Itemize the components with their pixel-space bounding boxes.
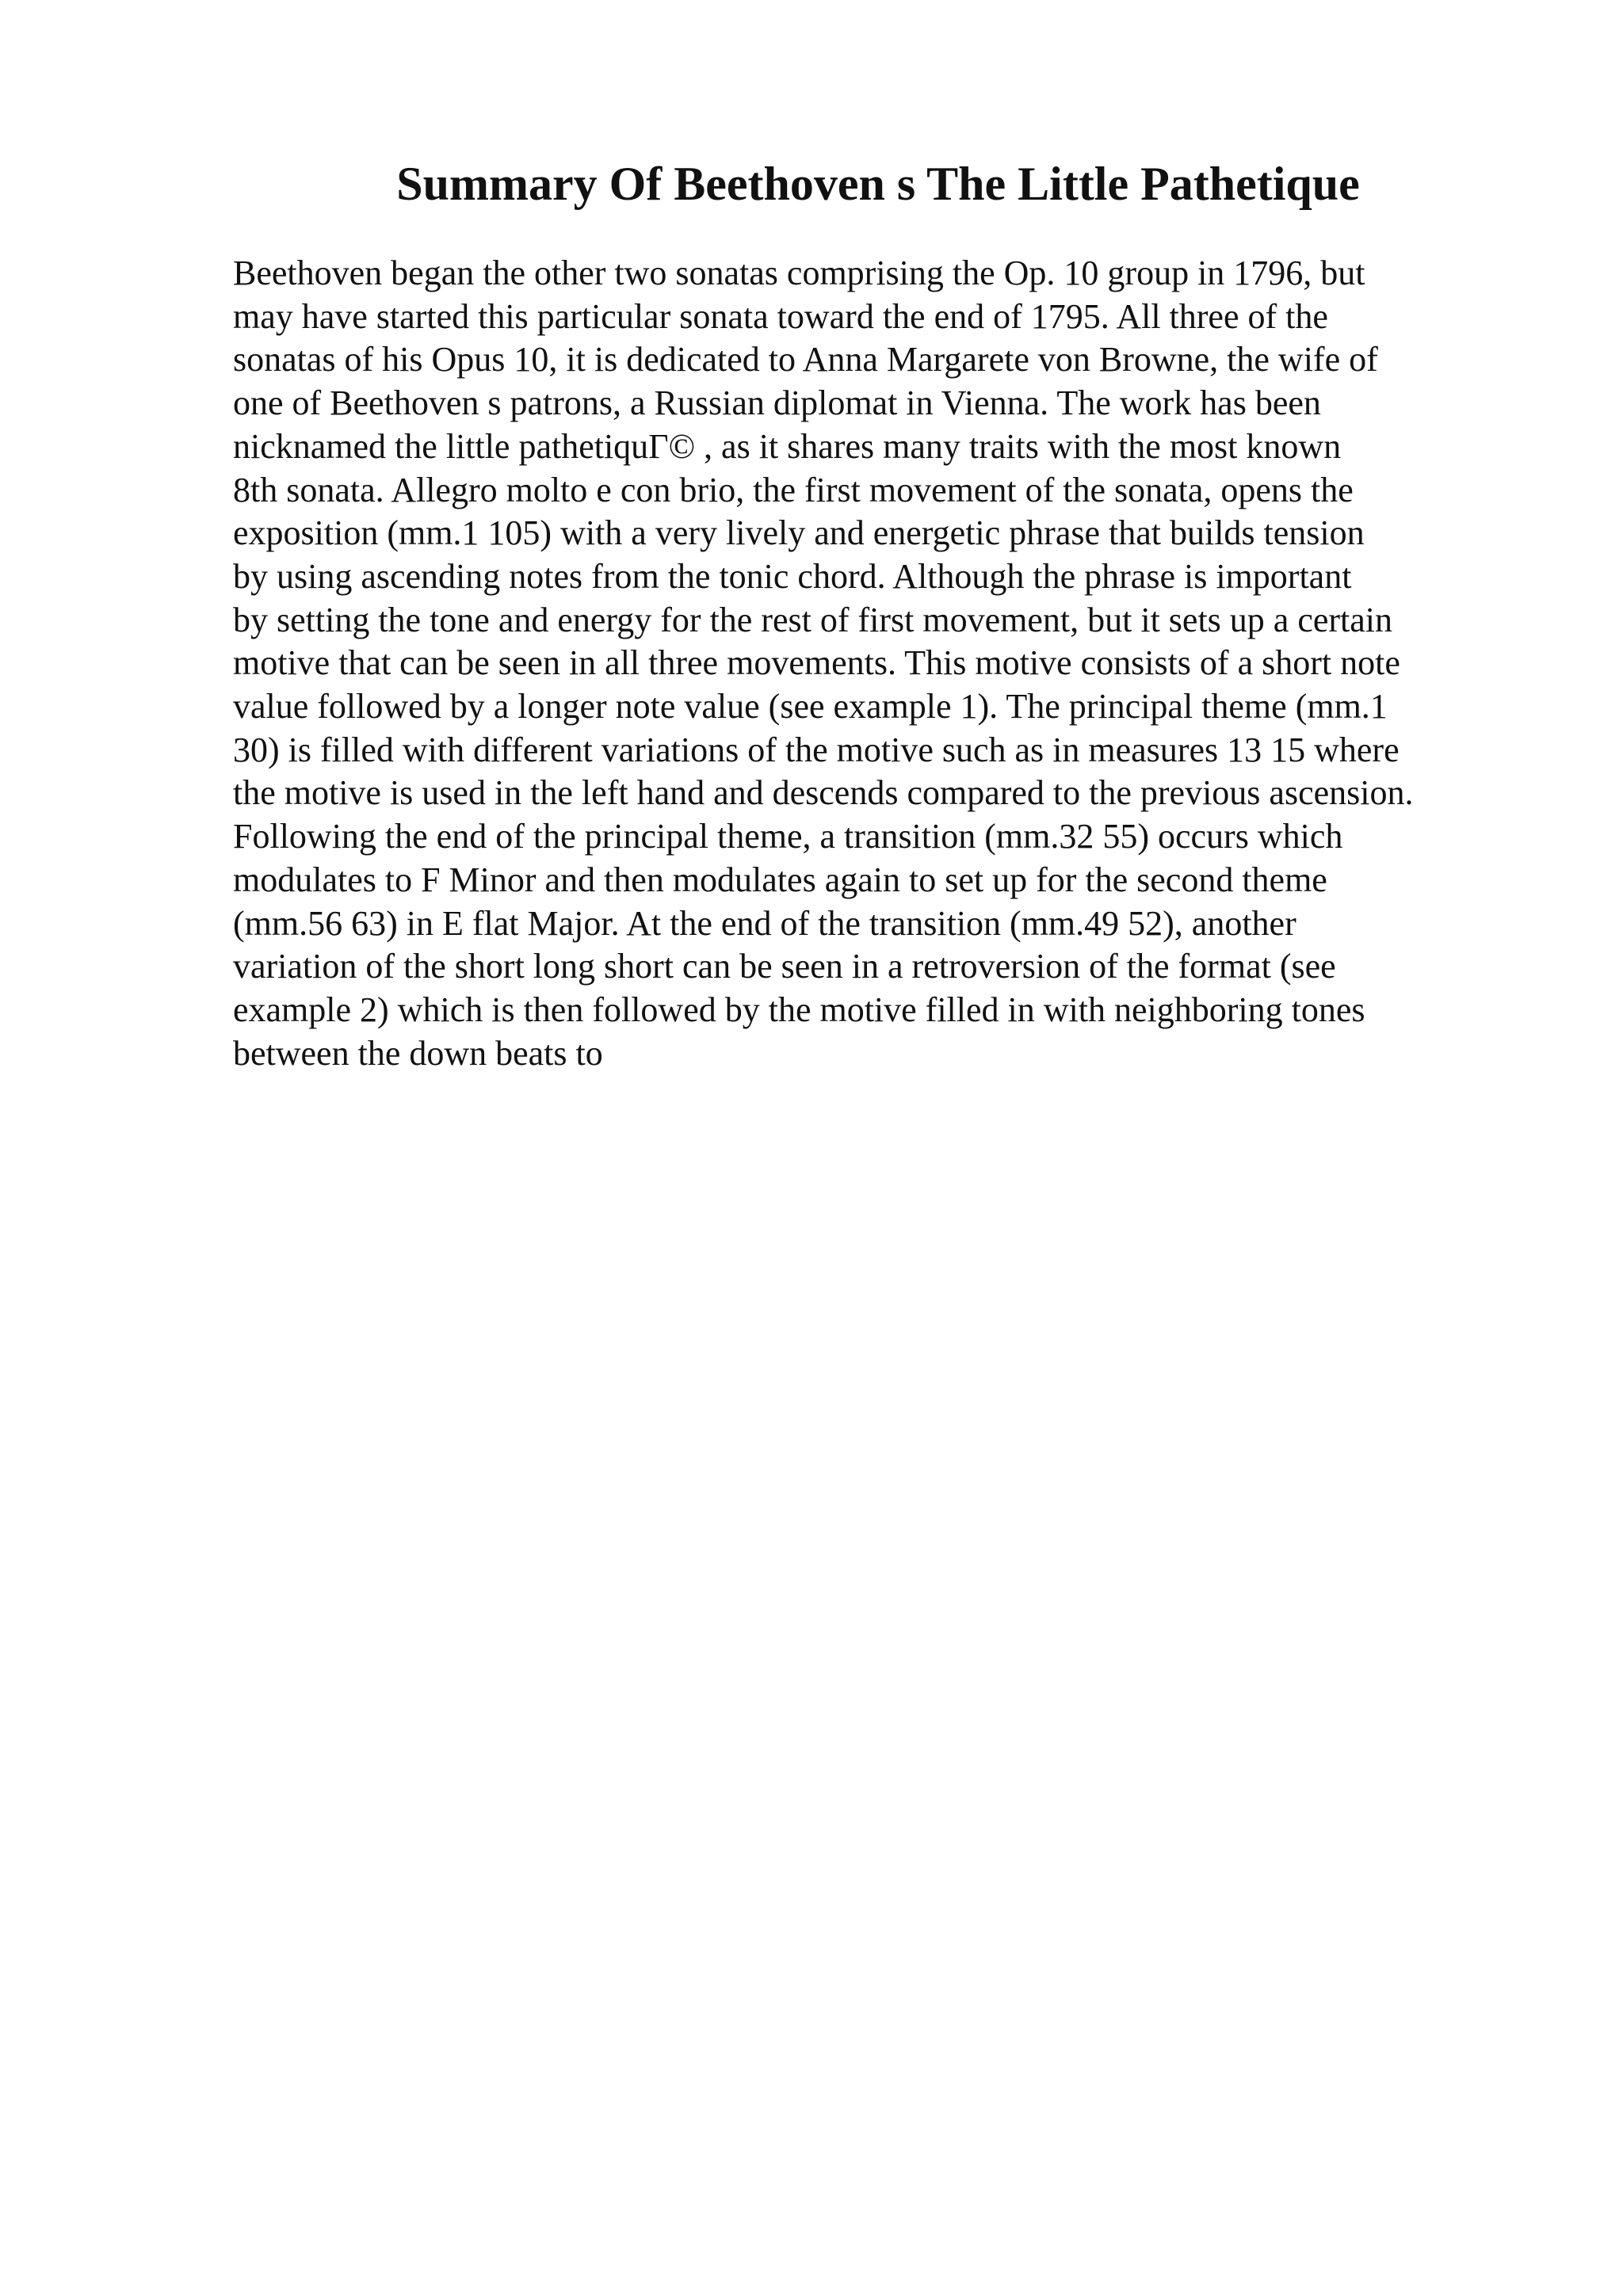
body-line: nicknamed the little pathetiquΓ© , as it shares many traits with the most known xyxy=(233,426,1342,466)
body-line: example 2) which is then followed by the motive filled in with neighboring tones xyxy=(233,990,1365,1029)
body-line: Beethoven began the other two sonatas comprising the Op. 10 group in 1796, but xyxy=(233,254,1365,292)
body-line: Following the end of the principal theme, a transition (mm.32 55) occurs which xyxy=(233,817,1343,856)
body-line: modulates to F Minor and then modulates again to set up for the second theme xyxy=(233,860,1327,899)
body-line: by setting the tone and energy for the rest of first movement, but it sets up a certain xyxy=(233,600,1393,639)
body-line: between the down beats to xyxy=(233,1033,603,1073)
body-line: exposition (mm.1 105) with a very lively and energetic phrase that builds tension xyxy=(233,513,1365,553)
body-line: (mm.56 63) in E flat Major. At the end of the transition (mm.49 52), another xyxy=(233,903,1296,943)
body-line: sonatas of his Opus 10, it is dedicated to Anna Margarete von Browne, the wife of xyxy=(233,340,1378,379)
body-line: value followed by a longer note value (see example 1). The principal theme (mm.1 xyxy=(233,687,1388,727)
body-line: the motive is used in the left hand and descends compared to the previous ascension. xyxy=(233,773,1414,813)
body-line: motive that can be seen in all three movements. This motive consists of a short note xyxy=(233,643,1400,683)
body-line: by using ascending notes from the tonic chord. Although the phrase is important xyxy=(233,556,1352,596)
body-line: may have started this particular sonata toward the end of 1795. All three of the xyxy=(233,296,1328,336)
body-line: variation of the short long short can be seen in a retroversion of the format (see xyxy=(233,947,1336,986)
body-line: 8th sonata. Allegro molto e con brio, the first movement of the sonata, opens the xyxy=(233,470,1354,509)
document-body xyxy=(233,252,1414,1075)
body-line: one of Beethoven s patrons, a Russian diplomat in Vienna. The work has been xyxy=(233,383,1321,423)
body-line: 30) is filled with different variations of the motive such as in measures 13 15 where xyxy=(233,730,1400,769)
document-title: Summary Of Beethoven s The Little Pathetique xyxy=(396,158,1360,210)
